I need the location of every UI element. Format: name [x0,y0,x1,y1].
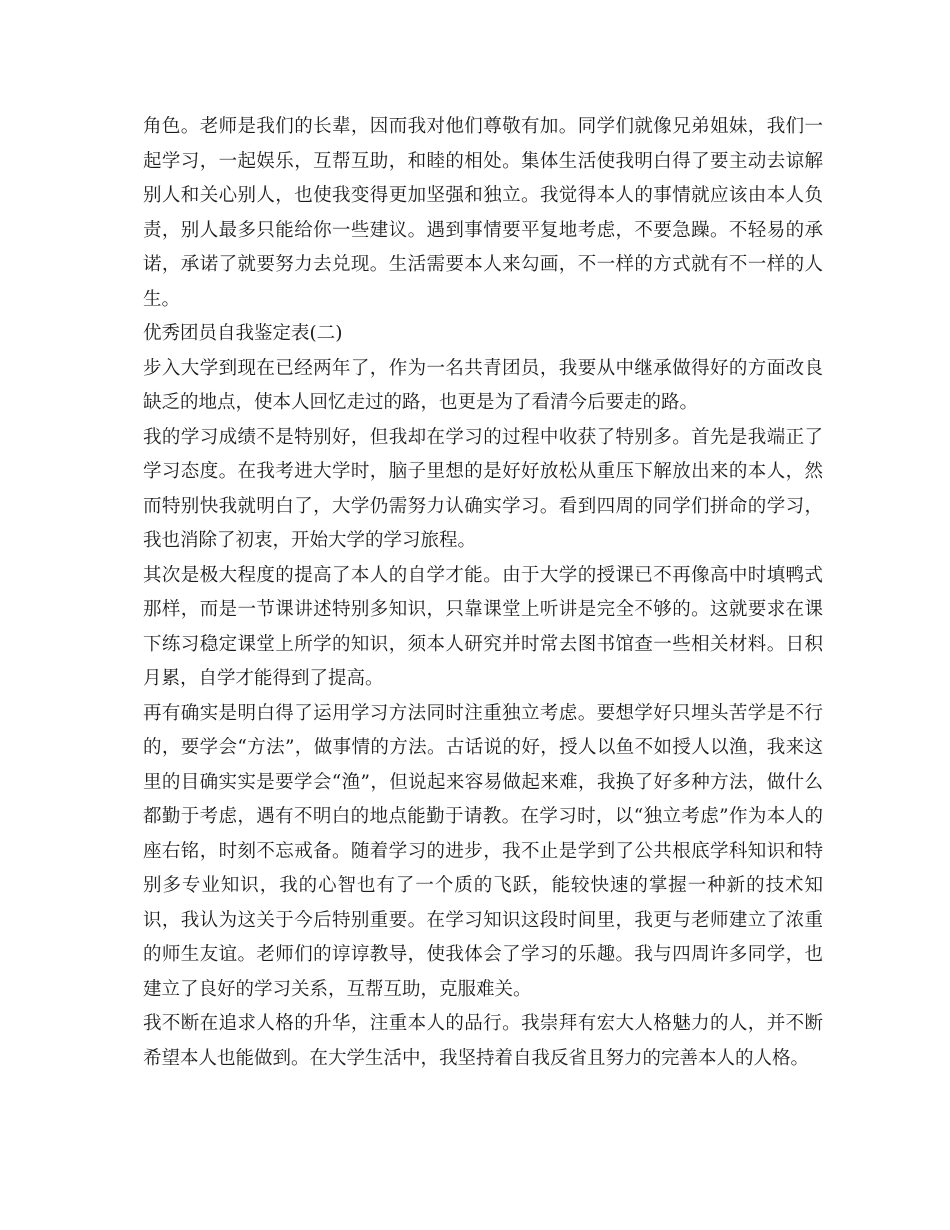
paragraph-self-study: 其次是极大程度的提高了本人的自学才能。由于大学的授课已不再像高中时填鸭式那样，而是一节课讲述特别多知识，只靠课堂上听讲是完全不够的。这就要求在课下练习稳定课堂上所学的知识，须本人研究并时常去图书馆查一些相关材料。日积月累，自学才能得到了提高。 [143,564,823,689]
section-heading: 优秀团员自我鉴定表(二) [143,323,343,344]
paragraph-study-attitude: 我的学习成绩不是特别好，但我却在学习的过程中收获了特别多。首先是我端正了学习态度。在我考进大学时，脑子里想的是好好放松从重压下解放出来的本人，然而特别快我就明白了，大学仍需努力认确实学习。看到四周的同学们拼命的学习，我也消除了初衷，开始大学的学习旅程。 [143,426,823,551]
paragraph-character: 我不断在追求人格的升华，注重本人的品行。我崇拜有宏大人格魅力的人，并不断希望本人也能做到。在大学生活中，我坚持着自我反省且努力的完善本人的人格。 [143,1013,823,1069]
document-body [143,110,823,1076]
paragraph-intro-continued: 角色。老师是我们的长辈，因而我对他们尊敬有加。同学们就像兄弟姐妹，我们一起学习，一起娱乐，互帮互助，和睦的相处。集体生活使我明白得了要主动去谅解别人和关心别人，也使我变得更加坚强和独立。我觉得本人的事情就应该由本人负责，别人最多只能给你一些建议。遇到事情要平复地考虑，不要急躁。不轻易的承诺，承诺了就要努力去兑现。生活需要本人来勾画，不一样的方式就有不一样的人生。 [143,116,823,310]
paragraph-study-methods: 再有确实是明白得了运用学习方法同时注重独立考虑。要想学好只埋头苦学是不行的，要学会“方法”，做事情的方法。古话说的好，授人以鱼不如授人以渔，我来这里的目确实实是要学会“渔”，但说起来容易做起来难，我换了好多种方法，做什么都勤于考虑，遇有不明白的地点能勤于请教。在学习时，以“独立考虑”作为本人的座右铭，时刻不忘戒备。随着学习的进步，我不止是学到了公共根底学科知识和特别多专业知识，我的心智也有了一个质的飞跃，能较快速的掌握一种新的技术知识，我认为这关于今后特别重要。在学习知识这段时间里，我更与老师建立了浓重的师生友谊。老师们的谆谆教导，使我体会了学习的乐趣。我与四周许多同学，也建立了良好的学习关系，互帮互助，克服难关。 [143,702,823,1000]
paragraph-opening: 步入大学到现在已经两年了，作为一名共青团员，我要从中继承做得好的方面改良缺乏的地点，使本人回忆走过的路，也更是为了看清今后要走的路。 [143,357,823,413]
